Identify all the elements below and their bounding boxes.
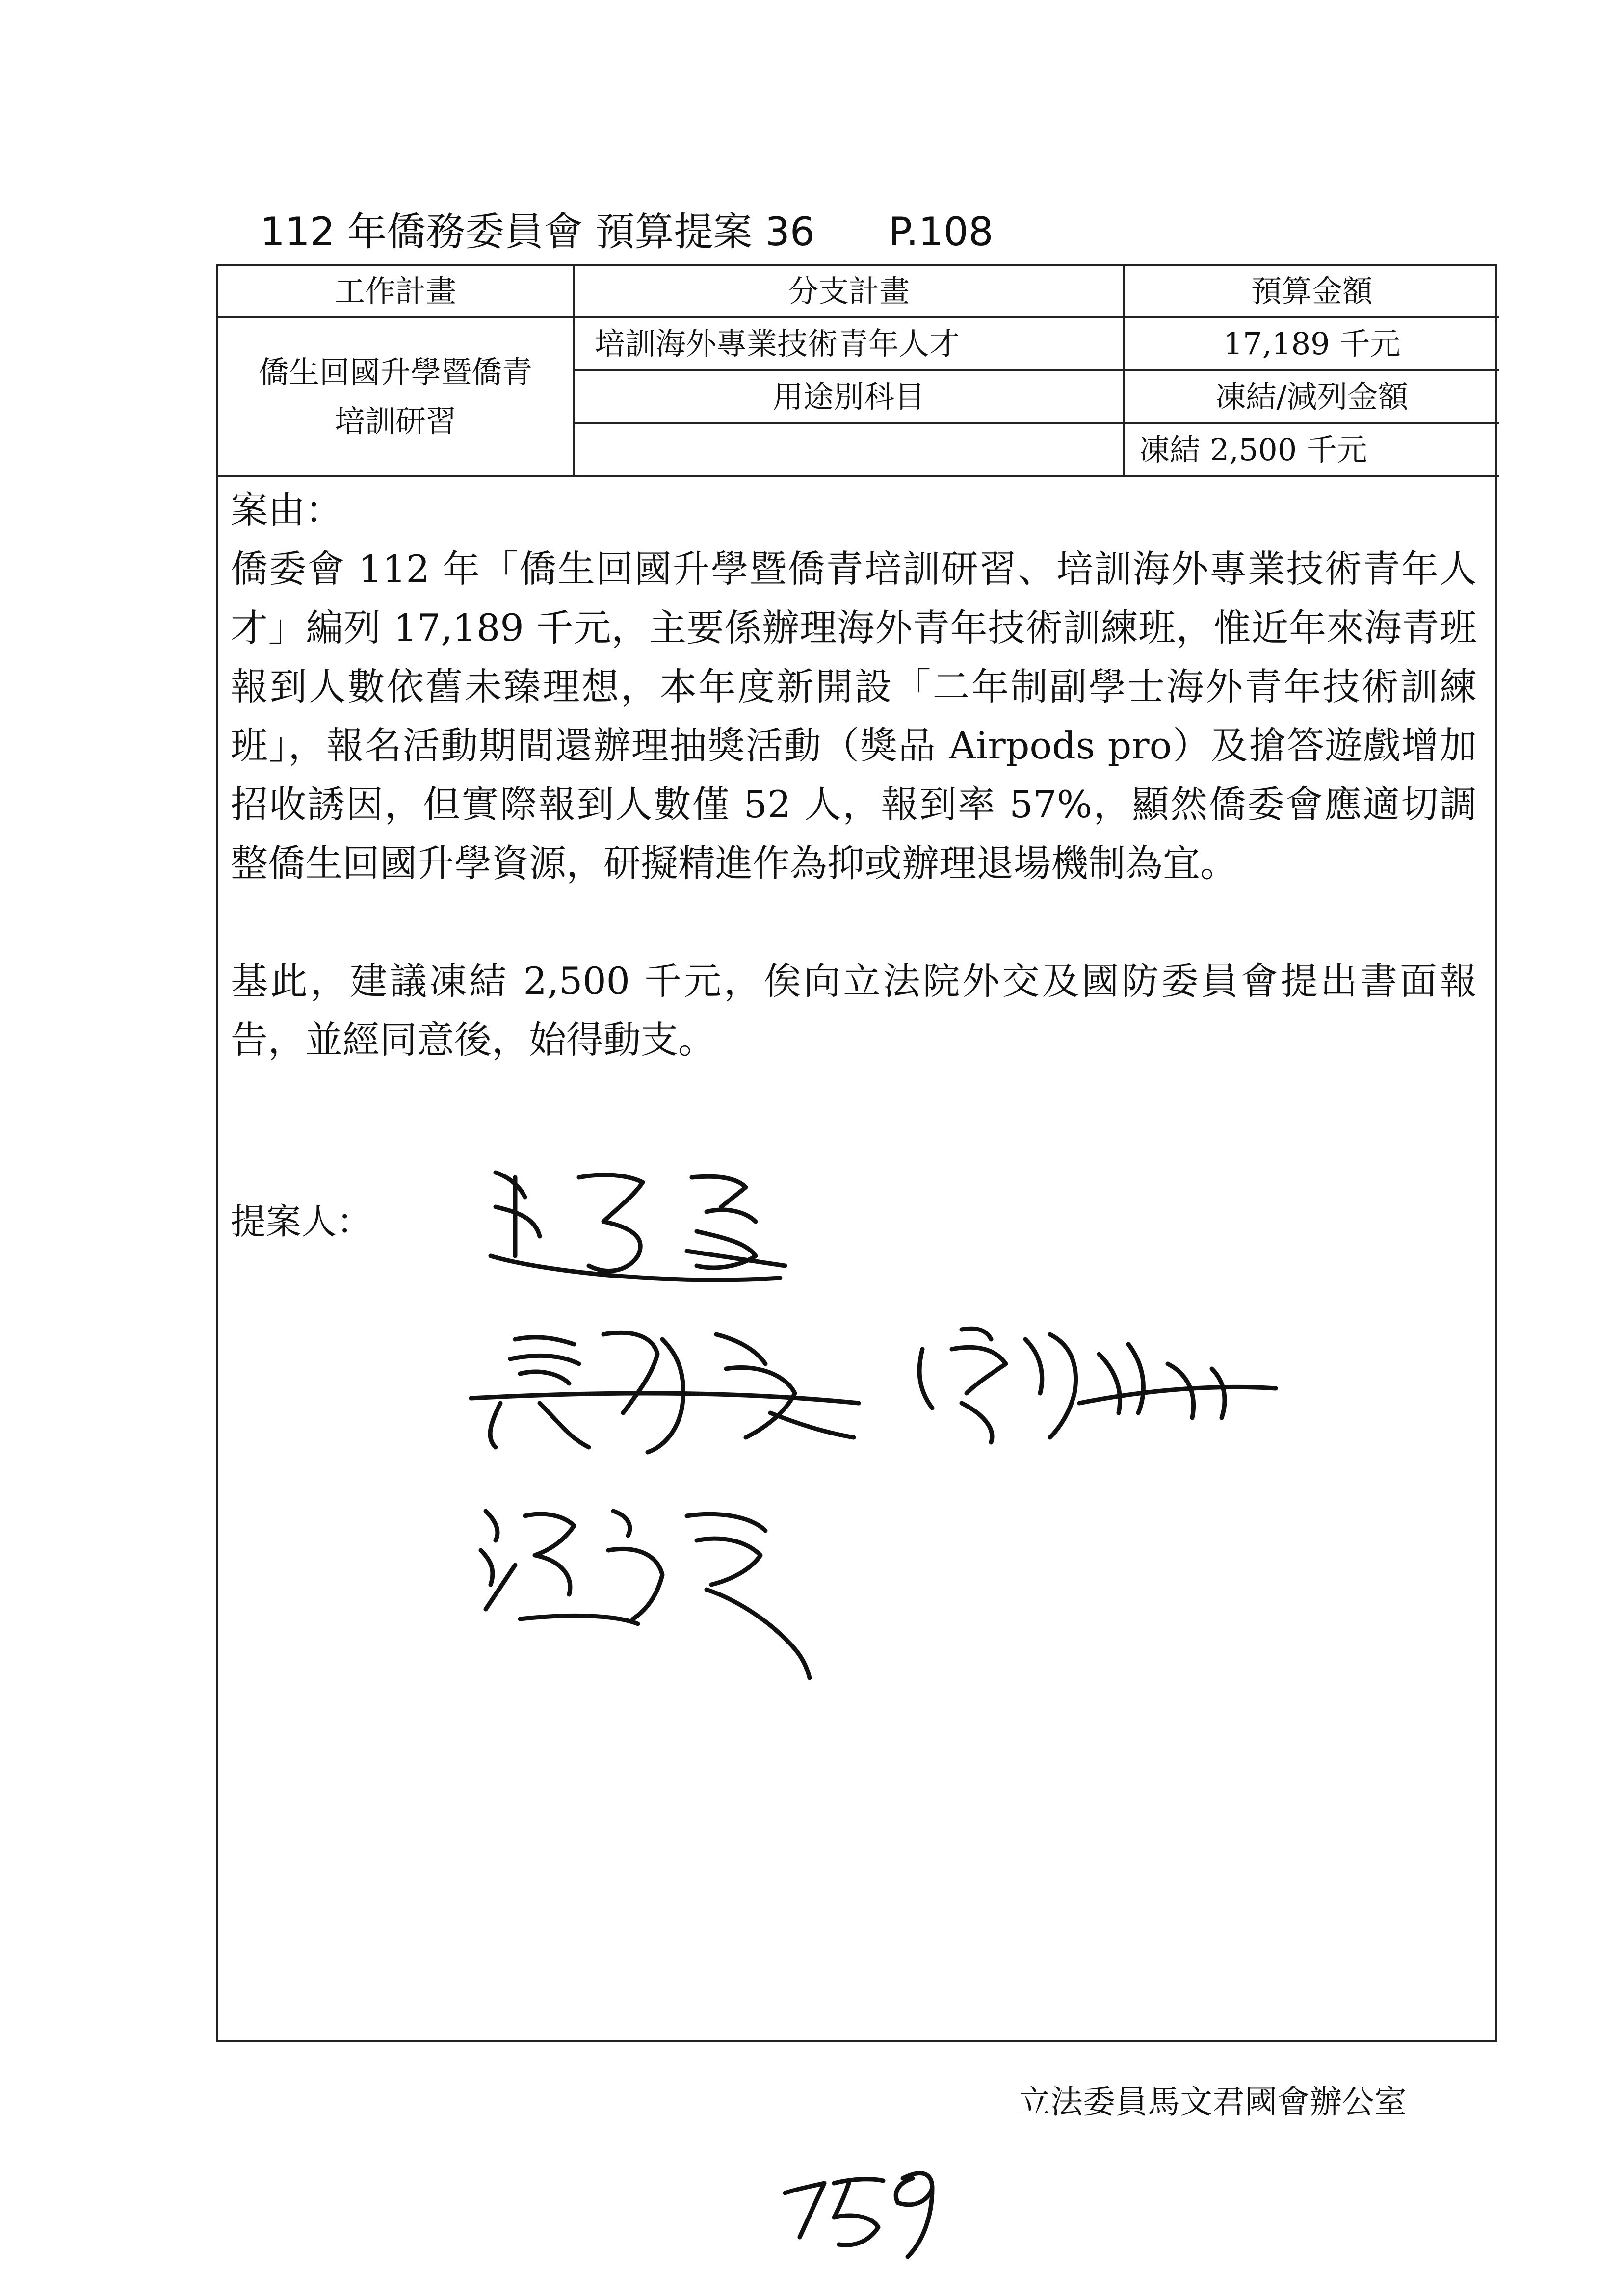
- table-header-row: [218, 266, 1499, 317]
- freeze-label-cell: 凍結/減列金額: [1124, 370, 1499, 423]
- proposal-body: [231, 481, 1477, 1070]
- document-header: [260, 205, 994, 259]
- handwritten-page-number: [785, 2173, 932, 2257]
- reason-paragraph: 僑委會 112 年「僑生回國升學暨僑青培訓研習、培訓海外專業技術青年人才」編列 17,189 千元，主要係辦理海外青年技術訓練班，惟近年來海青班報到人數依舊未臻理想，本年度新開設「二年制副學士海外青年技術訓練班」，報名活動期間還辦理抽獎活動（獎品 Airpods pro）及搶答遊戲增加招收誘因，但實際報到人數僅 52 人，報到率 57%，顯然僑委會應適切調整僑生回國升學資源，研擬精進作為抑或辦理退場機制為宜。: [231, 547, 1477, 885]
- legislator-office: 立法委員馬文君國會辦公室: [1018, 2083, 1407, 2121]
- budget-amount-cell: 17,189 千元: [1124, 317, 1499, 370]
- proposer-label: 提案人：: [231, 1201, 372, 1242]
- budget-table: [218, 266, 1499, 477]
- usage-label-cell: 用途別科目: [574, 370, 1124, 423]
- col-header-branch-plan: 分支計畫: [574, 266, 1124, 317]
- reason-label: 案由：: [231, 488, 342, 532]
- branch-plan-cell: 培訓海外專業技術青年人才: [574, 317, 1124, 370]
- proposal-title: 112 年僑務委員會 預算提案 36: [260, 209, 815, 255]
- freeze-value-cell: 凍結 2,500 千元: [1124, 423, 1499, 476]
- col-header-work-plan: 工作計畫: [218, 266, 574, 317]
- work-plan-cell: 僑生回國升學暨僑青培訓研習: [218, 317, 574, 476]
- table-row: [218, 317, 1499, 370]
- recommendation-paragraph: 基此，建議凍結 2,500 千元，俟向立法院外交及國防委員會提出書面報告，並經同意後，始得動支。: [231, 959, 1477, 1062]
- col-header-budget-amount: 預算金額: [1124, 266, 1499, 317]
- usage-value-cell: [574, 423, 1124, 476]
- page-reference: P.108: [888, 209, 994, 255]
